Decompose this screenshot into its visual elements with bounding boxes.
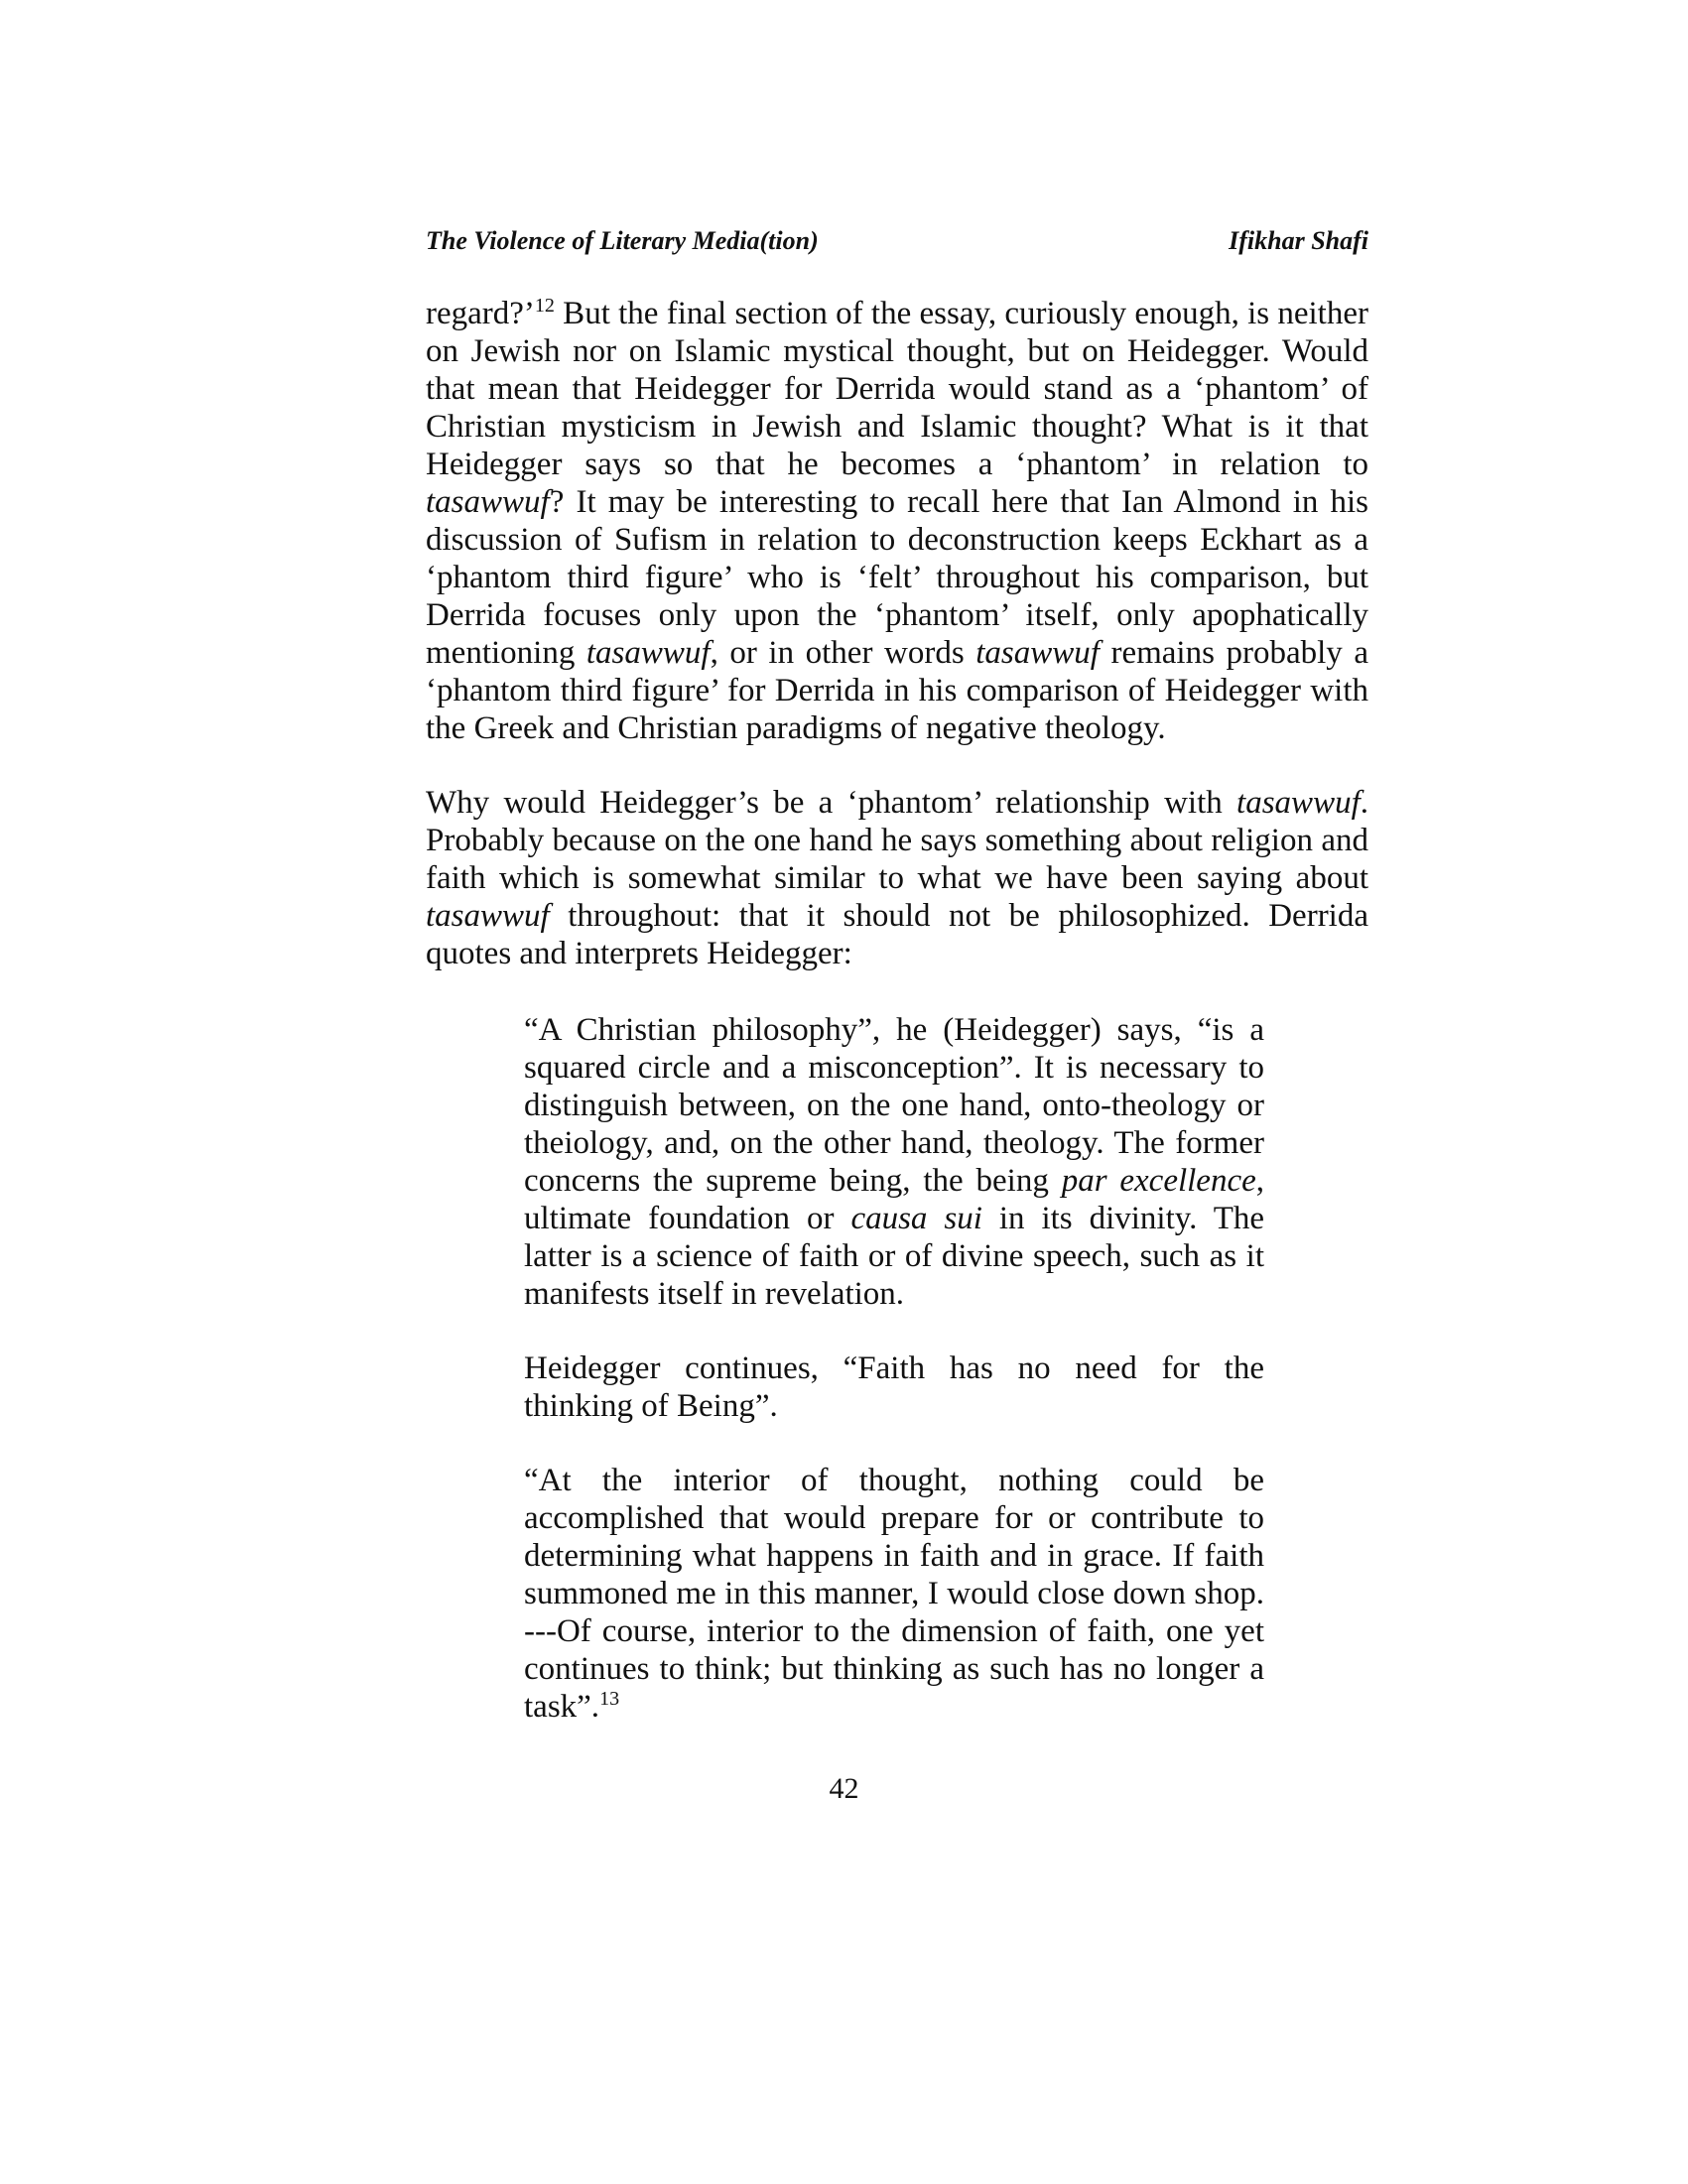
text-run: Heidegger continues, “Faith has no need for the thinking of Being”. bbox=[524, 1350, 1264, 1424]
text-run: remains probably a ‘phantom third figure’ for Derrida in his comparison of Heidegger with the Greek and Christian paradigms of negative theology. bbox=[426, 635, 1368, 746]
body-paragraph-2 bbox=[426, 784, 1368, 972]
block-quote-2 bbox=[524, 1349, 1264, 1425]
running-header bbox=[426, 226, 1368, 266]
italic-term: causa sui bbox=[850, 1201, 982, 1236]
text-run: But the final section of the essay, curiously enough, is neither on Jewish nor on Islamic mystical thought, but on Heidegger. Would that mean that Heidegger for Derrida would stand as a ‘phantom’ of Christian mysticism in Jewish and Islamic thought? What is it that Heidegger says so that he becomes a ‘phantom’ in relation to bbox=[426, 296, 1368, 482]
text-run: . Probably because on the one hand he says something about religion and faith which is somewhat similar to what we have been saying about bbox=[426, 785, 1368, 896]
header-author: Ifikhar Shafi bbox=[1229, 226, 1368, 255]
block-quote-1 bbox=[524, 1011, 1264, 1313]
text-run: in its divinity. The latter is a science of faith or of divine speech, such as it manifests itself in revelation. bbox=[524, 1201, 1265, 1312]
text-run: , or in other words bbox=[710, 635, 976, 671]
italic-term: tasawwuf bbox=[975, 635, 1100, 671]
text-run: ? It may be interesting to recall here that Ian Almond in his discussion of Sufism in relation to deconstruction keeps Eckhart as a ‘phantom third figure’ who is ‘felt’ throughout his comparison, but Derrida focuses only upon the ‘phantom’ itself, only apophatically mentioning bbox=[426, 484, 1368, 671]
italic-term: tasawwuf bbox=[426, 898, 550, 934]
footnote-ref-12: 12 bbox=[534, 295, 555, 317]
block-quote-3 bbox=[524, 1462, 1264, 1726]
text-run: “At the interior of thought, nothing could be accomplished that would prepare for or contribute to determining what happens in faith and in grace. If faith summoned me in this manner, I would close down shop. ---Of course, interior to the dimension of faith, one yet continues to think; but thinking as such has no longer a task”. bbox=[524, 1463, 1264, 1725]
italic-term: par excellence bbox=[1061, 1163, 1256, 1199]
text-run: , ultimate foundation or bbox=[524, 1163, 1264, 1236]
text-run: “A Christian philosophy”, he (Heidegger) says, “is a squared circle and a misconception”. It is necessary to distinguish between, on the one hand, onto-theology or theiology, and, on the other hand, theology. The former concerns the supreme being, the being bbox=[524, 1012, 1264, 1199]
page-number: 42 bbox=[829, 1772, 859, 1805]
header-title: The Violence of Literary Media(tion) bbox=[426, 226, 819, 255]
italic-term: tasawwuf bbox=[426, 484, 550, 520]
footnote-ref-13: 13 bbox=[599, 1688, 620, 1710]
italic-term: tasawwuf bbox=[585, 635, 711, 671]
text-run: throughout: that it should not be philosophized. Derrida quotes and interprets Heidegger: bbox=[426, 898, 1368, 971]
body-paragraph-1 bbox=[426, 295, 1368, 747]
text-run: Why would Heidegger’s be a ‘phantom’ relationship with bbox=[426, 785, 1237, 821]
italic-term: tasawwuf bbox=[1236, 785, 1361, 821]
text-run: regard?’ bbox=[426, 296, 535, 331]
